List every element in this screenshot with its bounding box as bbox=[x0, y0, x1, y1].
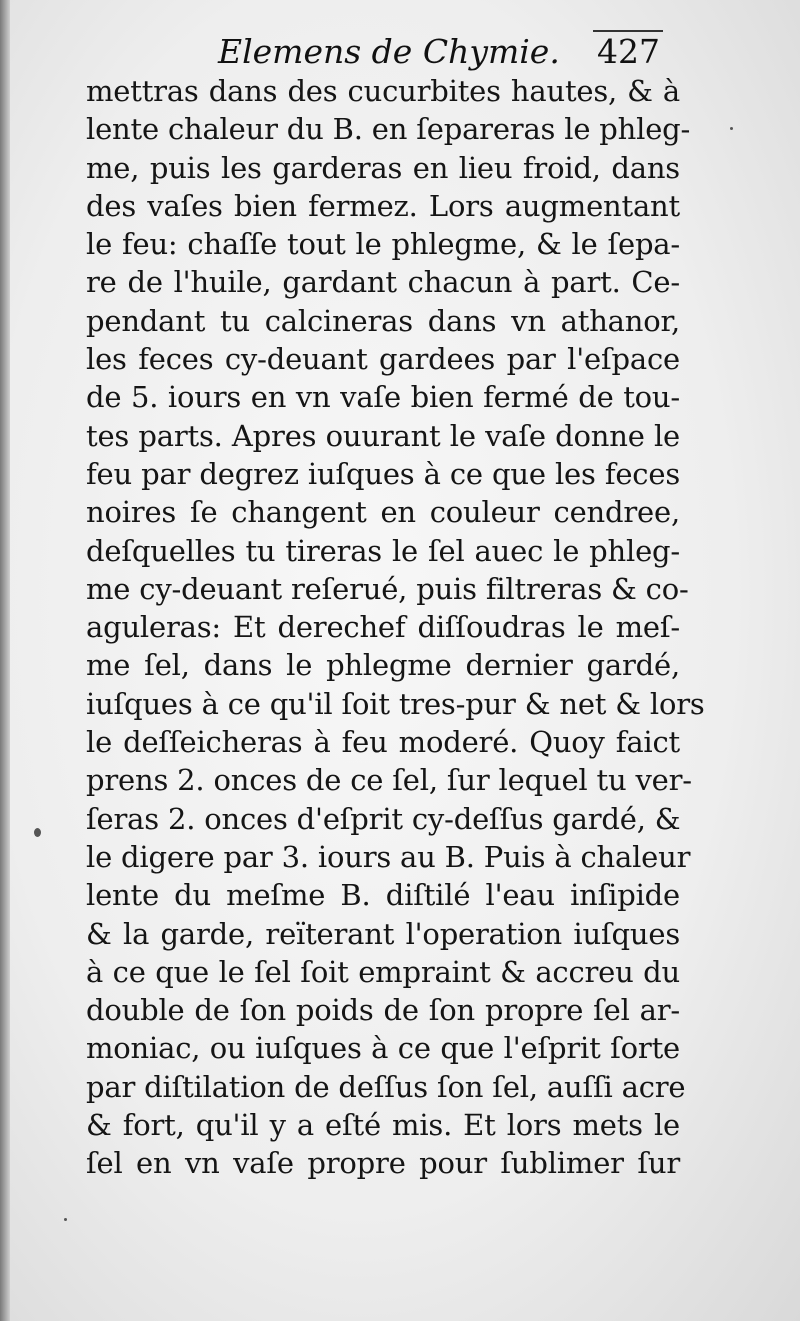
paper-speck bbox=[34, 828, 41, 837]
text-line: me, puis les garderas en lieu froid, dans bbox=[86, 150, 680, 185]
text-line: des vaſes bien fermez. Lors augmentant bbox=[86, 188, 680, 223]
page-header bbox=[218, 28, 668, 76]
text-line: aguleras: Et derechef diſſoudras le meſ- bbox=[86, 610, 680, 645]
text-line: mettras dans des cucurbites hautes, & à bbox=[86, 74, 680, 108]
text-line: me ſel, dans le phlegme dernier gardé, bbox=[86, 648, 680, 683]
page-gutter-shadow bbox=[0, 0, 10, 1321]
text-line: prens 2. onces de ce ſel, ſur lequel tu ver- bbox=[86, 763, 692, 798]
text-line: me cy-deuant reſerué, puis filtreras & co- bbox=[86, 571, 689, 606]
text-line: moniac, ou iuſques à ce que l'eſprit ſorte bbox=[86, 1031, 680, 1066]
text-line: ſel en vn vaſe propre pour ſublimer ſur bbox=[86, 1146, 680, 1181]
paper-speck bbox=[730, 127, 733, 130]
paper-speck bbox=[64, 1218, 67, 1221]
text-line: de 5. iours en vn vaſe bien fermé de tou- bbox=[86, 380, 680, 415]
running-title: Elemens de Chymie. bbox=[218, 32, 560, 71]
body-text bbox=[86, 72, 705, 1183]
text-line: ſeras 2. onces d'eſprit cy-deſſus gardé, & bbox=[86, 801, 681, 836]
text-line: pendant tu calcineras dans vn athanor, bbox=[86, 303, 680, 338]
text-line: lente du meſme B. diſtilé l'eau inſipide bbox=[86, 878, 680, 913]
text-line: à ce que le ſel ſoit empraint & accreu du bbox=[86, 954, 680, 989]
text-line: double de ſon poids de ſon propre ſel ar- bbox=[86, 993, 680, 1028]
text-line: deſquelles tu tireras le ſel auec le phleg- bbox=[86, 533, 680, 568]
text-line: & fort, qu'il y a eſté mis. Et lors mets le bbox=[86, 1108, 680, 1143]
page-number: 427 bbox=[597, 32, 660, 71]
text-line: le deſſeicheras à feu moderé. Quoy faict bbox=[86, 725, 680, 760]
text-line: feu par degrez iuſques à ce que les feces bbox=[86, 456, 680, 491]
text-line: & la garde, reïterant l'operation iuſques bbox=[86, 916, 680, 951]
text-line: lente chaleur du B. en ſepareras le phleg- bbox=[86, 112, 691, 147]
text-line: re de l'huile, gardant chacun à part. Ce- bbox=[86, 265, 680, 300]
text-line: le feu: chaſſe tout le phlegme, & le ſepa- bbox=[86, 227, 680, 262]
text-line: par diſtilation de deſſus ſon ſel, auſſi acre bbox=[86, 1069, 686, 1104]
text-line: iuſques à ce qu'il ſoit tres-pur & net & lors bbox=[86, 686, 705, 721]
text-line: noires ſe changent en couleur cendree, bbox=[86, 495, 680, 530]
text-line: les feces cy-deuant gardees par l'eſpace bbox=[86, 342, 680, 377]
text-line: le digere par 3. iours au B. Puis à chaleur bbox=[86, 839, 691, 874]
text-line: tes parts. Apres ouurant le vaſe donne le bbox=[86, 418, 680, 453]
